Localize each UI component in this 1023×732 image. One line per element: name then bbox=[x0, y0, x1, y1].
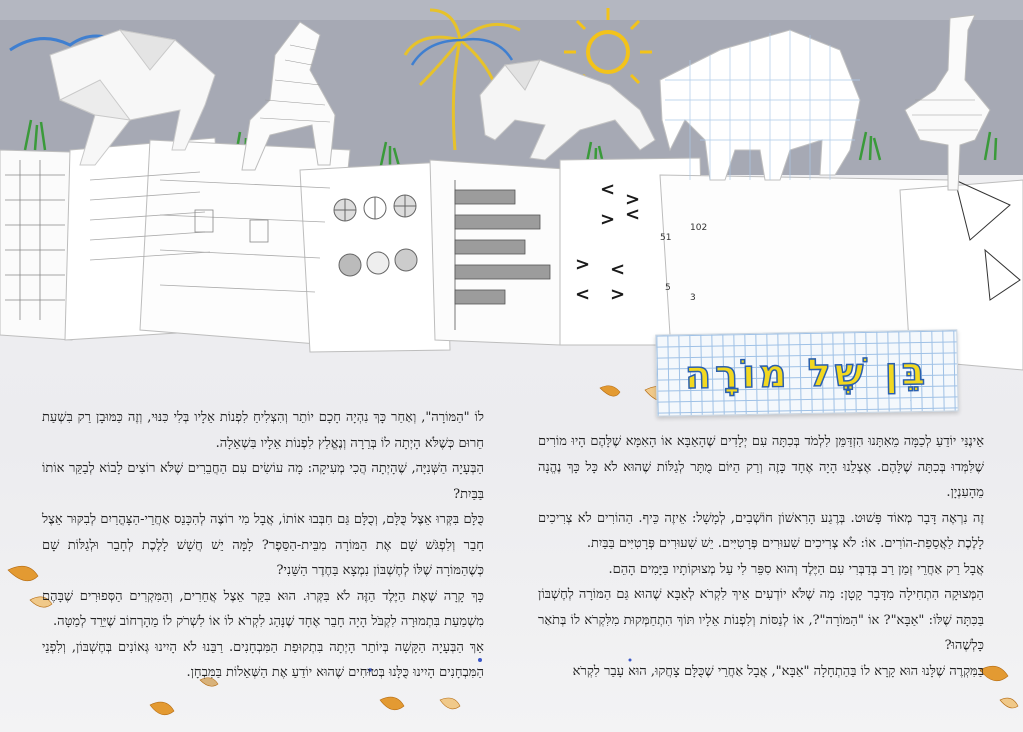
svg-text:<: < bbox=[575, 284, 591, 305]
worksheet-number-a: 5 bbox=[665, 283, 671, 293]
svg-text:>: > bbox=[600, 209, 616, 230]
title-tile bbox=[655, 329, 958, 416]
paragraph: בַּמִּקְרֶה שֶׁלָּנוּ הוּא קָרָא לוֹ בַּהַתְחָלָה "אַבָּא", אֲבָל אַחֲרֵי שֶׁכֻּלָּם צָחֲקוּ, הוּא עָבַר לִקְרֹא bbox=[572, 663, 984, 679]
paragraph: כֻּלָּם בִּקְּרוּ אֵצֶל כֻּלָּם, וְכֻלָּם גַּם חִבְּבוּ אוֹתוֹ, אֲבָל מִי רוֹצֶה לְהִכָּנֵס אַחֲרֵי-הַצָּהֳרַיִם לְבִקּוּר אֵצֶל חָבֵר וְלִפְגֹּשׁ שָׁם אֶת הַמּוֹרָה מִבֵּית-הַסֵּפֶר? לָמָּה יֵשׁ חֲשָׁשׁ לָלֶכֶת לְחָבֵר וּלְגַלּוֹת שָׁם כְּשֶׁהַמּוֹרָה שֶׁלּוֹ לְחֶשְׁבּוֹן נִמְצָא בַּחֶדֶר הַשֵּׁנִי? bbox=[42, 512, 484, 578]
worksheet-number-b: 3 bbox=[690, 293, 696, 303]
svg-text:>: > bbox=[575, 254, 591, 275]
text-column-right bbox=[538, 429, 984, 684]
paragraph: זֶה נִרְאֶה דָּבָר מְאוֹד פָּשׁוּט. בְּרֶגַע הָרִאשׁוֹן חוֹשְׁבִים, לְמָשָׁל: אֵיזֶה כֵּיף. הַהוֹרִים לֹא צְרִיכִים לָלֶכֶת לַאֲסֵפַת-הוֹרִים. אוֹ: לֹא צְרִיכִים שִׁעוּרִים פְּרָטִיִּים. יֵשׁ שִׁעוּרִים פְּרָטִיִּים בַּבַּיִת. bbox=[538, 510, 984, 551]
paragraph: הַמְּצוּקָה הִתְחִילָה מִדָּבָר קָטָן: מָה שֶׁלֹּא יוֹדְעִים אֵיךְ לִקְרֹא לְאַבָּא שֶׁהוּא גַּם הַמּוֹרָה לְחֶשְׁבּוֹן בַּכִּתָּה שֶׁלּוֹ: "אַבָּא"? אוֹ "הַמּוֹרָה"?, אוֹ לְנַסּוֹת וְלִפְנוֹת אֵלָיו תּוֹךְ הִתְחַמְּקוּת מִלִּקְרֹא לוֹ בְּתֹאַר כָּלְשֶׁהוּ? bbox=[538, 587, 984, 653]
svg-text:<: < bbox=[610, 259, 626, 280]
paragraph: כָּךְ קָרָה שֶׁאֶת הַיֶּלֶד הַזֶּה לֹא בִּקְּרוּ. הוּא בִּקֵּר אֵצֶל אֲחֵרִים, וְהַמִּקְרִים הַסְּפוּרִים שֶׁבָּהֶם מִשְׁמַעַת בִּתְמוּרָה לִקְבֹּל הָיָה חָבֵר אֶחָד שֶׁנָּהַג לִקְרֹא לוֹ אוֹ לִשְׁרֹק לוֹ מֵהָרְחוֹב שֶׁיֵּרֵד לְמַטָּה. bbox=[42, 588, 484, 629]
paragraph: אֵינֶנִּי יוֹדֵעַ לְכַמָּה מֵאִתָּנוּ הִזְדַּמֵּן לִלְמֹד בְּכִתָּה עִם יְלָדִים שֶׁהָאַבָּא אוֹ הָאִמָּא שֶׁלָּהֶם הָיוּ מוֹרִים שֶׁלִּמְּדוּ בְּכִתָּה שֶׁלָּהֶם. אֶצְלֵנוּ הָיָה אֶחָד כָּזֶה וְרַק הַיּוֹם מֻתָּר לְגַלּוֹת שֶׁהוּא לֹא כָּל כָּךְ נֶהֱנָה מֵהָעִנְיָן. bbox=[538, 434, 984, 500]
worksheet-number-c: 51 bbox=[660, 233, 672, 243]
paragraph: הַבְּעָיָה הַשְּׁנִיָּה, שֶׁהָיְתָה הֲכִי מְעִיקָה: מָה עוֹשִׂים עִם הַחֲבֵרִים שֶׁלֹּא רוֹצִים לָבוֹא לְבַקֵּר אוֹתוֹ בַּבַּיִת? bbox=[42, 461, 484, 502]
page-title: בֵּן שֶׁל מוֹרָה bbox=[684, 348, 930, 398]
svg-text:>: > bbox=[610, 284, 626, 305]
paragraph: אֲבָל רַק אַחֲרֵי זְמַן רַב בְּדַבְּרִי עִם הַיֶּלֶד וְהוּא סִפֵּר לִי עַל מְצוּקוֹתָיו בַּיָּמִים הָהֵם. bbox=[608, 561, 984, 577]
paragraph: לוֹ "הַמּוֹרָה", וְאַחַר כָּךְ נִהְיָה חָכָם יוֹתֵר וְהִצְלִיחַ לִפְנוֹת אֵלָיו בְּלִי כִּנּוּי, וְזֶה כַּמּוּבָן רַק בִּשְׁעַת חֵרוּם כְּשֶׁלֹּא הָיְתָה לוֹ בְּרֵרָה וְנֶאֱלַץ לִפְנוֹת אֵלָיו בִּשְׁאֵלָה. bbox=[42, 410, 484, 451]
svg-text:<: < bbox=[600, 179, 616, 200]
worksheet-number-d: 102 bbox=[690, 223, 708, 233]
text-column-left bbox=[42, 405, 484, 686]
paragraph: אַךְ הַבְּעָיָה הַקָּשָׁה בְּיוֹתֵר הָיְתָה בִּתְקוּפַת הַמִּבְחָנִים. רַבֵּנוּ לֹא הָיִינוּ גְּאוֹנִים בְּחֶשְׁבּוֹן, וְלִפְנֵי הַמִּבְחָנִים הָיִינוּ כֻּלָּנוּ בְּטוּחִים שֶׁהוּא יוֹדֵעַ אֶת הַשְּׁאֵלוֹת בַּמִּבְחָן. bbox=[42, 639, 484, 680]
svg-text:>: > bbox=[625, 189, 641, 210]
svg-text:<: < bbox=[625, 204, 641, 225]
